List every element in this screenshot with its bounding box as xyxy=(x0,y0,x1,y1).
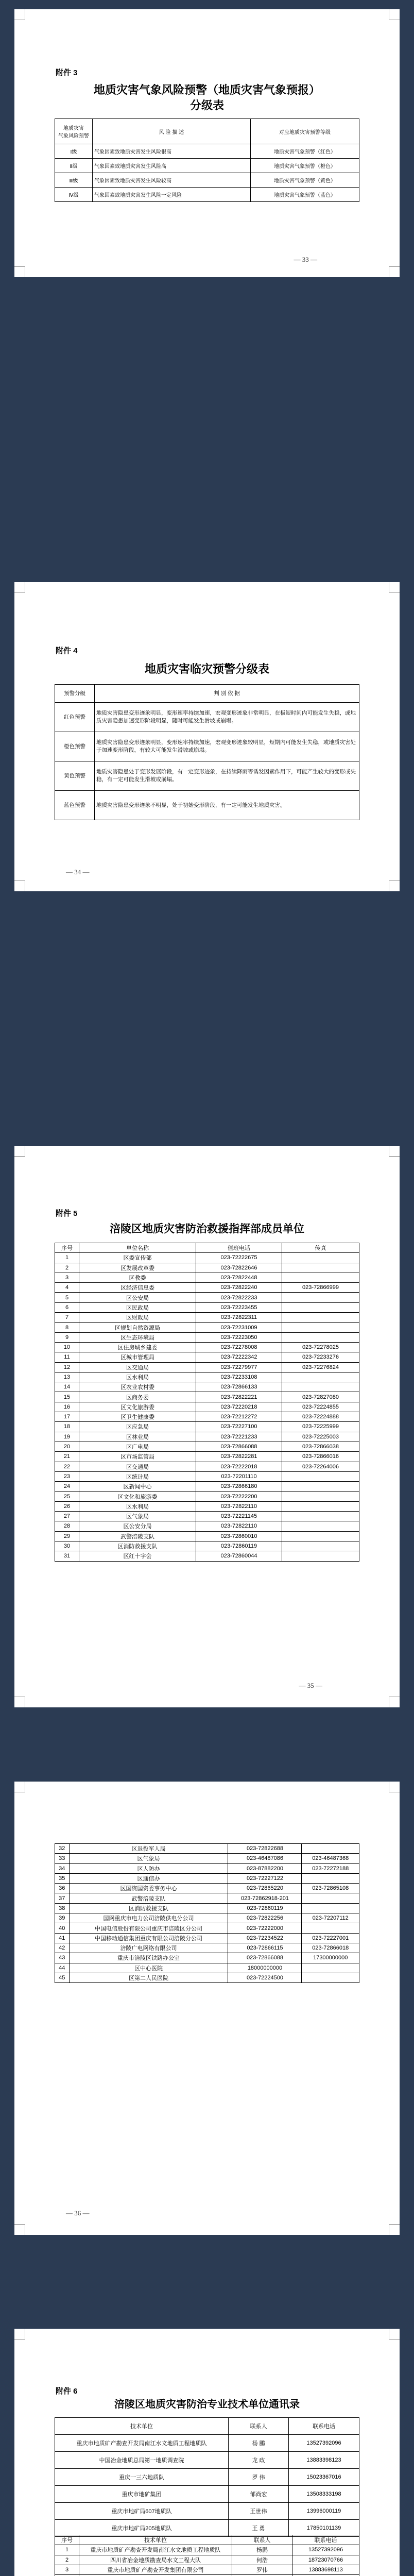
table-cell: 023-72866038 xyxy=(282,1442,359,1451)
table-row: 重庆一三六地质队 罗 伟 15023367016 xyxy=(55,2469,359,2486)
table-cell: 11 xyxy=(55,1352,79,1362)
table-cell xyxy=(282,1313,359,1323)
table-cell: 023-72227100 xyxy=(196,1422,282,1432)
table-cell: 35 xyxy=(55,1873,70,1883)
table-row xyxy=(55,1501,359,1511)
warning-level-table xyxy=(55,684,359,820)
table-cell: 区中心医院 xyxy=(69,1963,228,1973)
table-cell: 区应急局 xyxy=(79,1422,196,1432)
table-row xyxy=(55,1462,359,1471)
header-cell: 地质灾害 气象风险预警 xyxy=(55,119,93,144)
table-cell xyxy=(302,1873,359,1883)
table-cell: 中国移动通信集团重庆有限公司涪陵分公司 xyxy=(69,1933,228,1943)
table-row: 橙色预警 地质灾害隐患变形迹象明显，变形速率持续加速，宏观变形迹象较明显，短期内可能发生失稳，或地质灾害处于加速变形阶段，有较大可能发生滑坡或崩塌。 xyxy=(55,732,359,761)
table-cell: 重庆市地质矿产勘查开发集团有限公司 xyxy=(79,2565,232,2574)
table-row xyxy=(55,1382,359,1392)
table-row xyxy=(55,1863,359,1873)
table-row xyxy=(55,1293,359,1302)
page-number: — 33 — xyxy=(294,256,317,263)
table-cell: 33 xyxy=(55,1854,70,1863)
annex-label: 附件 6 xyxy=(56,2387,78,2396)
table-cell: 023-72866018 xyxy=(302,1943,359,1953)
table-cell: 023-72822233 xyxy=(196,1293,282,1302)
table-cell: 023-72822448 xyxy=(196,1273,282,1282)
table-row xyxy=(55,1442,359,1451)
page-annex-5 xyxy=(14,1146,400,1707)
table-cell: 023-72822221 xyxy=(196,1392,282,1402)
table-cell xyxy=(282,1293,359,1302)
table-row: 重庆市地矿局607地质队 王世伟 13996000119 xyxy=(55,2503,359,2520)
table-cell: 区生态环境局 xyxy=(79,1332,196,1342)
table-cell: 023-72278008 xyxy=(196,1342,282,1352)
table-cell: 区气象局 xyxy=(79,1512,196,1521)
table-row xyxy=(55,1313,359,1323)
table-cell: 39 xyxy=(55,1913,70,1923)
table-cell: 023-72201110 xyxy=(196,1471,282,1481)
table-cell: 区公安局 xyxy=(79,1293,196,1302)
table-cell xyxy=(282,1501,359,1511)
table-cell: 023-72279977 xyxy=(196,1362,282,1372)
table-row xyxy=(55,1512,359,1521)
table-row: 黄色预警 地质灾害隐患处于变形发展阶段，有一定变形迹象，在持续降雨等诱发因素作用下，可能产生较大的变形或失稳，有一定可能发生滑坡或崩塌。 xyxy=(55,761,359,791)
table-row: 重庆市地矿集团 邹尚宏 13508333198 xyxy=(55,2486,359,2503)
header-cell: 对应地质灾害预警等级 xyxy=(251,119,359,144)
table-cell xyxy=(282,1253,359,1263)
table-cell: 36 xyxy=(55,1884,70,1893)
table-cell: 023-72222000 xyxy=(228,1923,302,1933)
table-cell xyxy=(282,1273,359,1282)
page-annex-5-continued xyxy=(14,1782,400,2235)
page-number: — 34 — xyxy=(66,868,90,876)
table-row: Ⅲ级 气象因素致地质灾害发生风险较高 地质灾害气象预警（黄色） xyxy=(55,173,359,188)
table-cell: 15 xyxy=(55,1392,79,1402)
table-cell: 区新闻中心 xyxy=(79,1482,196,1492)
table-cell xyxy=(282,1512,359,1521)
table-cell: 30 xyxy=(55,1541,79,1551)
table-row xyxy=(55,1551,359,1561)
table-cell: 3 xyxy=(55,1273,79,1282)
table-cell xyxy=(282,1323,359,1332)
table-cell: 023-72278025 xyxy=(282,1342,359,1352)
table-cell: 区消防救援支队 xyxy=(79,1541,196,1551)
table-cell: 区消防救援支队 xyxy=(69,1903,228,1913)
table-cell xyxy=(282,1263,359,1273)
table-cell: 023-72222018 xyxy=(196,1462,282,1471)
table-cell: 区教委 xyxy=(79,1273,196,1282)
table-row xyxy=(55,1903,359,1913)
table-cell: 18000000000 xyxy=(228,1963,302,1973)
table-cell: 重庆市地质矿产勘查开发局南江水文地质工程地质队 xyxy=(79,2545,232,2555)
table-cell: 区农业农村委 xyxy=(79,1382,196,1392)
table-row xyxy=(55,1273,359,1282)
table-row: Ⅰ级 气象因素致地质灾害发生风险很高 地质灾害气象预警（红色） xyxy=(55,144,359,159)
table-row: 红色预警 地质灾害隐患变形迹象明显，变形速率持续加速，宏观变形迹象非常明显，在极短时间内可能发生失稳，或地质灾害隐患加速变形阶段明显，随时可能发生滑坡或崩塌。 xyxy=(55,703,359,732)
table-cell: 023-72221233 xyxy=(196,1432,282,1442)
table-row xyxy=(55,1854,359,1863)
table-cell: 7 xyxy=(55,1313,79,1323)
table-cell: 023-72207112 xyxy=(302,1913,359,1923)
table-cell: 10 xyxy=(55,1342,79,1352)
table-row xyxy=(55,1541,359,1551)
table-row xyxy=(55,1422,359,1432)
table-header xyxy=(55,119,359,144)
table-cell: 17300000000 xyxy=(302,1953,359,1963)
table-cell: 43 xyxy=(55,1953,70,1963)
table-cell: 023-72822110 xyxy=(196,1501,282,1511)
tech-units-table-extended xyxy=(55,2535,359,2576)
table-header: 预警分级 判 别 依 据 xyxy=(55,685,359,703)
table-cell: 区卫生健康委 xyxy=(79,1412,196,1422)
table-cell: 5 xyxy=(55,1293,79,1302)
table-cell: 023-72276824 xyxy=(282,1362,359,1372)
table-cell xyxy=(282,1372,359,1382)
table-cell: 13883698113 xyxy=(292,2565,359,2574)
table-cell: 023-72272188 xyxy=(302,1863,359,1873)
table-cell: 四川省冶金地质勘查局水文工程大队 xyxy=(79,2555,232,2565)
table-cell: 1 xyxy=(55,2545,79,2555)
table-cell: 023-72866115 xyxy=(228,1943,302,1953)
table-cell: 3 xyxy=(55,2565,79,2574)
table-cell: 区国资国资委事务中心 xyxy=(69,1884,228,1893)
table-cell xyxy=(302,1973,359,1982)
table-cell xyxy=(282,1482,359,1492)
table-row xyxy=(55,1923,359,1933)
table-cell: 023-72866016 xyxy=(282,1452,359,1462)
table-cell: 023-72822256 xyxy=(228,1913,302,1923)
table-cell xyxy=(282,1521,359,1531)
table-cell: 023-72866133 xyxy=(196,1382,282,1392)
table-cell xyxy=(282,1541,359,1551)
table-cell: 何浩 xyxy=(232,2555,292,2565)
table-row: 重庆市地矿局205地质队 王 勇 17850101139 xyxy=(55,2520,359,2537)
table-cell: 41 xyxy=(55,1933,70,1943)
table-cell: 区广电局 xyxy=(79,1442,196,1451)
table-row xyxy=(55,1521,359,1531)
table-cell: 023-72865108 xyxy=(302,1884,359,1893)
table-row xyxy=(55,1452,359,1462)
tech-units-table xyxy=(55,2417,359,2537)
table-cell: 区住房城乡建委 xyxy=(79,1342,196,1352)
table-cell: 区委宣传部 xyxy=(79,1253,196,1263)
page-title: 涪陵区地质灾害防治救援指挥部成员单位 xyxy=(110,1223,304,1235)
annex-label: 附件 5 xyxy=(56,1209,78,1218)
table-cell: 023-72822646 xyxy=(196,1263,282,1273)
member-units-table-continued xyxy=(55,1843,359,1983)
table-cell: 023-46487368 xyxy=(302,1854,359,1863)
table-cell: 023-72860010 xyxy=(196,1531,282,1541)
table-cell: 023-72822240 xyxy=(196,1283,282,1293)
table-cell: 023-72220218 xyxy=(196,1402,282,1412)
table-cell: 023-72860044 xyxy=(196,1551,282,1561)
table-cell: 罗伟 xyxy=(232,2565,292,2574)
table-cell: 中国电信股份有限公司重庆市涪陵区分公司 xyxy=(69,1923,228,1933)
table-cell xyxy=(282,1302,359,1312)
table-cell: 区退役军人局 xyxy=(69,1844,228,1854)
table-cell: 23 xyxy=(55,1471,79,1481)
table-row: 蓝色预警 地质灾害隐患变形迹象不明显，处于初始变形阶段，有一定可能发生地质灾害。 xyxy=(55,791,359,820)
table-row xyxy=(55,1432,359,1442)
table-cell: 4 xyxy=(55,1283,79,1293)
table-cell: 023-72231009 xyxy=(196,1323,282,1332)
table-cell: 023-72827080 xyxy=(282,1392,359,1402)
table-cell: 023-72227122 xyxy=(228,1873,302,1883)
table-cell: 区规划自然资源局 xyxy=(79,1323,196,1332)
table-cell: 023-46487086 xyxy=(228,1854,302,1863)
table-cell: 023-72822110 xyxy=(196,1521,282,1531)
table-cell: 16 xyxy=(55,1402,79,1412)
table-cell xyxy=(282,1551,359,1561)
table-row xyxy=(55,1302,359,1312)
table-cell: 023-72227001 xyxy=(302,1933,359,1943)
table-cell: 区林业局 xyxy=(79,1432,196,1442)
table-row xyxy=(55,1283,359,1293)
table-cell: 区文化旅游委 xyxy=(79,1402,196,1412)
page-number: — 35 — xyxy=(299,1682,322,1689)
table-cell: 武警涪陵支队 xyxy=(69,1893,228,1903)
table-cell xyxy=(302,1923,359,1933)
table-cell: 区交通局 xyxy=(79,1462,196,1471)
table-cell: 1 xyxy=(55,1253,79,1263)
table-cell: 023-72224855 xyxy=(282,1402,359,1412)
table-cell: 25 xyxy=(55,1492,79,1501)
table-cell: 区水利局 xyxy=(79,1501,196,1511)
table-cell: 涪陵广电网络有限公司 xyxy=(69,1943,228,1953)
table-row xyxy=(55,1263,359,1273)
table-cell xyxy=(302,1893,359,1903)
table-cell: 区城市管理局 xyxy=(79,1352,196,1362)
table-cell: 12 xyxy=(55,1362,79,1372)
table-row xyxy=(55,1482,359,1492)
table-row xyxy=(55,1953,359,1963)
table-cell: 45 xyxy=(55,1973,70,1982)
table-row xyxy=(55,1913,359,1923)
table-cell: 023-72866088 xyxy=(196,1442,282,1451)
table-row xyxy=(55,1402,359,1412)
table-row: 重庆市地质矿产勘查开发局南江水文地质工程地质队 杨 鹏 13527392096 xyxy=(55,2435,359,2452)
table-row xyxy=(55,1342,359,1352)
table-header: 序号 技术单位 联系人 联系电话 xyxy=(55,2535,359,2545)
table-cell xyxy=(282,1382,359,1392)
page-title: 地质灾害临灾预警分级表 xyxy=(144,663,269,675)
table-cell: 区水利局 xyxy=(79,1372,196,1382)
table-cell: 023-72224888 xyxy=(282,1412,359,1422)
table-cell: 18 xyxy=(55,1422,79,1432)
table-cell: 023-72222200 xyxy=(196,1492,282,1501)
table-cell: 13 xyxy=(55,1372,79,1382)
table-cell: 023-72212272 xyxy=(196,1412,282,1422)
table-cell: 17 xyxy=(55,1412,79,1422)
table-cell: 31 xyxy=(55,1551,79,1561)
page-annex-6 xyxy=(14,2329,400,2576)
table-cell: 杨鹏 xyxy=(232,2545,292,2555)
table-cell xyxy=(282,1332,359,1342)
table-cell: 区公安分局 xyxy=(79,1521,196,1531)
table-cell: 023-72221145 xyxy=(196,1512,282,1521)
table-cell: 区通信办 xyxy=(69,1873,228,1883)
table-cell: 区红十字会 xyxy=(79,1551,196,1561)
table-cell: 区市场监管局 xyxy=(79,1452,196,1462)
table-cell: 重庆市涪陵区铁路办公室 xyxy=(69,1953,228,1963)
table-cell: 023-72860119 xyxy=(196,1541,282,1551)
table-cell: 29 xyxy=(55,1531,79,1541)
table-cell: 37 xyxy=(55,1893,70,1903)
table-cell xyxy=(302,1844,359,1854)
table-row: Ⅱ级 气象因素致地质灾害发生风险高 地质灾害气象预警（橙色） xyxy=(55,159,359,173)
table-row xyxy=(55,1352,359,1362)
table-row xyxy=(55,1323,359,1332)
table-cell: 6 xyxy=(55,1302,79,1312)
table-cell: 34 xyxy=(55,1863,70,1873)
table-cell: 023-72223455 xyxy=(196,1302,282,1312)
table-cell: 区发展改革委 xyxy=(79,1263,196,1273)
annex-label: 附件 3 xyxy=(56,69,78,77)
table-cell: 40 xyxy=(55,1923,70,1933)
table-header: 技术单位 联系人 联系电话 xyxy=(55,2418,359,2435)
table-cell: 44 xyxy=(55,1963,70,1973)
table-cell xyxy=(302,1963,359,1973)
table-cell: 023-72822281 xyxy=(196,1452,282,1462)
table-row xyxy=(55,1372,359,1382)
table-cell xyxy=(302,1903,359,1913)
table-cell: 区商务委 xyxy=(79,1392,196,1402)
page-title: 涪陵区地质灾害防治专业技术单位通讯录 xyxy=(114,2399,300,2410)
table-row xyxy=(55,1332,359,1342)
table-row xyxy=(55,2555,359,2565)
table-cell: 023-72822311 xyxy=(196,1313,282,1323)
table-cell: 023-72222342 xyxy=(196,1352,282,1362)
table-cell: 42 xyxy=(55,1943,70,1953)
table-row xyxy=(55,1933,359,1943)
table-cell: 2 xyxy=(55,2555,79,2565)
table-cell: 区第二人民医院 xyxy=(69,1973,228,1982)
page-annex-3 xyxy=(14,9,400,277)
table-cell: 023-72866180 xyxy=(196,1482,282,1492)
table-cell: 区人防办 xyxy=(69,1863,228,1873)
table-row xyxy=(55,1253,359,1263)
table-cell: 023-72224500 xyxy=(228,1973,302,1982)
table-row xyxy=(55,1492,359,1501)
table-cell: 区交通局 xyxy=(79,1362,196,1372)
table-cell: 023-72225999 xyxy=(282,1422,359,1432)
table-cell: 28 xyxy=(55,1521,79,1531)
member-units-table xyxy=(55,1243,359,1562)
table-row xyxy=(55,1943,359,1953)
table-cell: 区文化和旅游委 xyxy=(79,1492,196,1501)
table-row xyxy=(55,1471,359,1481)
table-row xyxy=(55,1873,359,1883)
page-title: 地质灾害气象风险预警（地质灾害气象预报） 分级表 xyxy=(93,83,320,112)
table-cell: 023-72225003 xyxy=(282,1432,359,1442)
table-cell: 区财政局 xyxy=(79,1313,196,1323)
table-cell: 区统计局 xyxy=(79,1471,196,1481)
table-cell: 023-72233276 xyxy=(282,1352,359,1362)
table-cell: 27 xyxy=(55,1512,79,1521)
table-cell: 8 xyxy=(55,1323,79,1332)
table-cell: 023-72234522 xyxy=(228,1933,302,1943)
table-cell: 18723070766 xyxy=(292,2555,359,2565)
table-cell: 区气象局 xyxy=(69,1854,228,1863)
table-cell: 32 xyxy=(55,1844,70,1854)
table-cell: 023-72866999 xyxy=(282,1283,359,1293)
table-cell xyxy=(282,1492,359,1501)
table-cell: 20 xyxy=(55,1442,79,1451)
table-cell: 023-72223050 xyxy=(196,1332,282,1342)
table-row xyxy=(55,2545,359,2555)
table-cell: 24 xyxy=(55,1482,79,1492)
table-cell: 023-87882200 xyxy=(228,1863,302,1873)
table-cell: 023-72264006 xyxy=(282,1462,359,1471)
table-row xyxy=(55,1412,359,1422)
table-row xyxy=(55,1362,359,1372)
table-cell: 22 xyxy=(55,1462,79,1471)
header-cell: 风 险 描 述 xyxy=(93,119,251,144)
table-cell: 023-72233108 xyxy=(196,1372,282,1382)
table-cell: 国网重庆市电力公司涪陵供电分公司 xyxy=(69,1913,228,1923)
table-row: Ⅳ级 气象因素致地质灾害发生风险一定风险 地质灾害气象预警（蓝色） xyxy=(55,188,359,202)
table-cell: 023-72866088 xyxy=(228,1953,302,1963)
table-row xyxy=(55,1893,359,1903)
table-header: 序号 单位名称 值班电话 传真 xyxy=(55,1243,359,1253)
table-cell: 023-72862918-201 xyxy=(228,1893,302,1903)
table-row xyxy=(55,2565,359,2574)
table-cell: 14 xyxy=(55,1382,79,1392)
table-row: 中国冶金地质总局第一地质调查院 龙 政 13883398123 xyxy=(55,2452,359,2469)
table-cell: 武警涪陵支队 xyxy=(79,1531,196,1541)
table-cell: 13527392096 xyxy=(292,2545,359,2555)
table-row xyxy=(55,1963,359,1973)
table-cell: 023-72822688 xyxy=(228,1844,302,1854)
page-number: — 36 — xyxy=(66,2209,90,2217)
table-cell: 21 xyxy=(55,1452,79,1462)
table-row xyxy=(55,1844,359,1854)
table-cell: 26 xyxy=(55,1501,79,1511)
table-row xyxy=(55,1884,359,1893)
table-cell: 023-72860119 xyxy=(228,1903,302,1913)
table-row xyxy=(55,1973,359,1982)
table-cell: 区经济信息委 xyxy=(79,1283,196,1293)
table-cell xyxy=(282,1531,359,1541)
risk-level-table xyxy=(55,118,359,202)
table-cell xyxy=(282,1471,359,1481)
annex-label: 附件 4 xyxy=(56,647,78,655)
page-annex-4 xyxy=(14,582,400,891)
table-cell: 2 xyxy=(55,1263,79,1273)
table-cell: 19 xyxy=(55,1432,79,1442)
table-cell: 9 xyxy=(55,1332,79,1342)
table-cell: 38 xyxy=(55,1903,70,1913)
table-cell: 区民政局 xyxy=(79,1302,196,1312)
table-cell: 023-72865220 xyxy=(228,1884,302,1893)
table-row xyxy=(55,1531,359,1541)
table-row xyxy=(55,1392,359,1402)
table-cell: 023-72222675 xyxy=(196,1253,282,1263)
